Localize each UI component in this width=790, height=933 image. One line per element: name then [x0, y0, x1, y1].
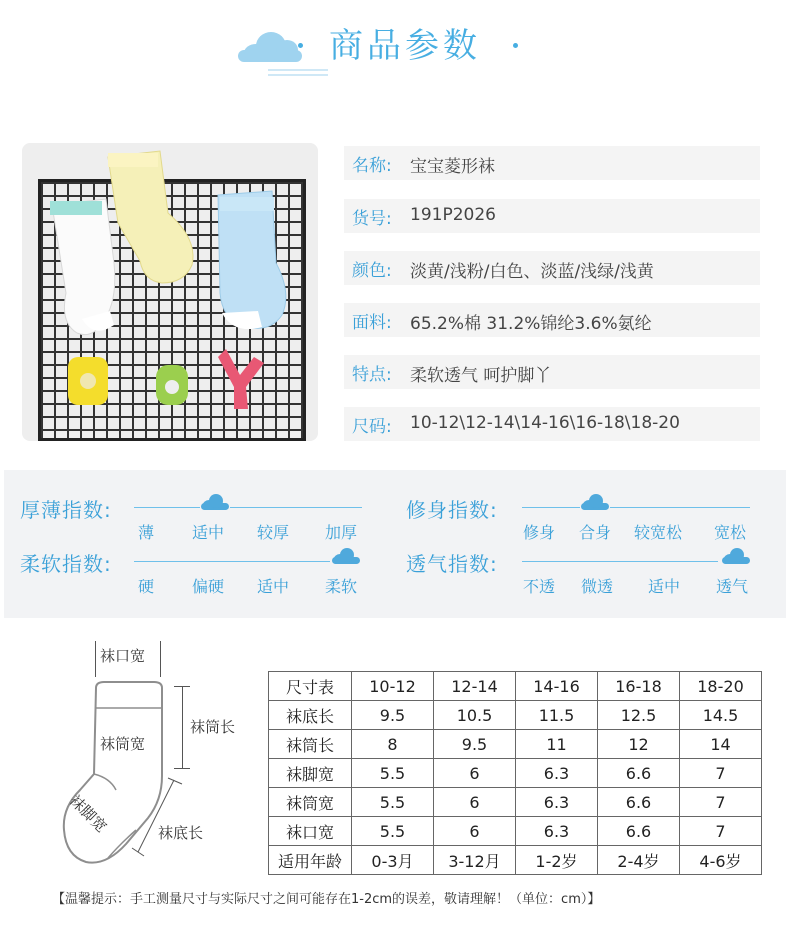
cloud-icon — [201, 494, 229, 510]
letter-y-pink — [218, 349, 264, 409]
index-option: 较厚 — [257, 523, 290, 542]
table-cell: 12-14 — [434, 672, 516, 701]
socks-illustration — [22, 143, 318, 441]
index-option: 较宽松 — [634, 523, 683, 542]
cloud-icon — [581, 494, 609, 510]
param-row-size — [344, 407, 760, 441]
param-label: 特点: — [352, 365, 392, 385]
table-row — [269, 759, 762, 788]
param-row-fabric — [344, 303, 760, 337]
table-cell: 6.3 — [516, 817, 598, 846]
index-label-thickness: 厚薄指数: — [20, 498, 112, 522]
index-option: 透气 — [716, 577, 749, 596]
index-option: 柔软 — [325, 577, 358, 596]
table-row — [269, 701, 762, 730]
table-cell: 11 — [516, 730, 598, 759]
table-cell: 5.5 — [352, 788, 434, 817]
param-row-color — [344, 251, 760, 285]
index-line — [134, 561, 330, 562]
index-line — [134, 507, 200, 508]
table-cell: 16-18 — [598, 672, 680, 701]
param-row-feature — [344, 355, 760, 389]
table-cell: 0-3月 — [352, 846, 434, 875]
table-cell: 7 — [680, 759, 762, 788]
cloud-icon — [238, 32, 304, 62]
index-option: 偏硬 — [192, 577, 225, 596]
dim-bar — [182, 686, 183, 768]
param-label: 名称: — [352, 156, 392, 176]
table-cell: 10-12 — [352, 672, 434, 701]
table-cell: 11.5 — [516, 701, 598, 730]
table-cell: 5.5 — [352, 759, 434, 788]
table-cell: 6.6 — [598, 817, 680, 846]
param-label: 尺码: — [352, 417, 392, 437]
table-cell: 6.6 — [598, 759, 680, 788]
table-cell: 6 — [434, 788, 516, 817]
letter-b-yellow-hole — [80, 373, 96, 389]
table-row — [269, 730, 762, 759]
blue-sock-label — [220, 197, 274, 211]
table-row — [269, 788, 762, 817]
index-option: 修身 — [523, 523, 556, 542]
title-dot-right — [513, 43, 518, 48]
index-option: 适中 — [648, 577, 681, 596]
param-row-sku — [344, 199, 760, 233]
yellow-sock-label — [108, 153, 158, 167]
dim-bar — [174, 768, 190, 769]
yellow-sock — [108, 151, 193, 283]
table-cell: 7 — [680, 817, 762, 846]
param-value: 10-12\12-14\14-16\16-18\18-20 — [410, 413, 680, 433]
table-cell: 14.5 — [680, 701, 762, 730]
param-value: 65.2%棉 31.2%锦纶3.6%氨纶 — [410, 314, 652, 334]
blue-sock — [218, 191, 286, 329]
index-option: 硬 — [138, 577, 155, 596]
index-label-breathability: 透气指数: — [406, 552, 498, 576]
param-value: 191P2026 — [410, 205, 496, 225]
index-option: 宽松 — [714, 523, 747, 542]
table-header-row — [269, 672, 762, 701]
diagram-label-tube-width: 袜筒宽 — [100, 735, 146, 753]
table-cell: 6 — [434, 759, 516, 788]
diagram-label-foot-width: 袜脚宽 — [65, 791, 111, 836]
table-cell: 5.5 — [352, 817, 434, 846]
index-option: 微透 — [581, 577, 614, 596]
table-cell: 9.5 — [352, 701, 434, 730]
param-label: 货号: — [352, 209, 392, 229]
table-cell: 尺寸表 — [269, 672, 352, 701]
white-sock-label — [50, 201, 102, 215]
index-line — [230, 507, 362, 508]
table-cell: 7 — [680, 788, 762, 817]
table-cell: 6.3 — [516, 788, 598, 817]
dim-bar — [160, 641, 161, 677]
decor-lines — [268, 66, 328, 79]
cloud-icon — [332, 548, 360, 564]
index-option: 不透 — [523, 577, 556, 596]
table-cell: 6.6 — [598, 788, 680, 817]
table-cell: 10.5 — [434, 701, 516, 730]
param-value: 淡黄/浅粉/白色、淡蓝/浅绿/浅黄 — [410, 262, 654, 282]
table-cell: 8 — [352, 730, 434, 759]
index-line — [610, 507, 750, 508]
index-option: 合身 — [579, 523, 612, 542]
product-photo — [22, 143, 318, 441]
table-cell: 袜筒宽 — [269, 788, 352, 817]
table-cell: 3-12月 — [434, 846, 516, 875]
cloud-icon — [722, 548, 750, 564]
table-cell: 14-16 — [516, 672, 598, 701]
dim-bar — [95, 641, 96, 677]
index-option: 适中 — [192, 523, 225, 542]
table-cell: 12 — [598, 730, 680, 759]
diagram-label-top-width: 袜口宽 — [100, 647, 146, 665]
param-label: 面料: — [352, 313, 392, 333]
table-cell: 适用年龄 — [269, 846, 352, 875]
table-cell: 6.3 — [516, 759, 598, 788]
index-line — [522, 507, 580, 508]
index-option: 薄 — [138, 523, 155, 542]
table-row — [269, 846, 762, 875]
sole-length-arrow — [130, 776, 210, 866]
diagram-label-sole-length: 袜底长 — [158, 824, 204, 842]
index-option: 适中 — [257, 577, 290, 596]
table-cell: 2-4岁 — [598, 846, 680, 875]
index-line — [522, 561, 718, 562]
param-value: 宝宝菱形袜 — [410, 157, 495, 177]
table-cell: 袜脚宽 — [269, 759, 352, 788]
table-cell: 12.5 — [598, 701, 680, 730]
table-cell: 袜筒长 — [269, 730, 352, 759]
table-cell: 18-20 — [680, 672, 762, 701]
index-option: 加厚 — [325, 523, 358, 542]
diagram-label-tube-length: 袜筒长 — [190, 718, 236, 736]
footnote: 【温馨提示：手工测量尺寸与实际尺寸之间可能存在1-2cm的误差，敬请理解！（单位：cm）】 — [52, 892, 601, 907]
table-row — [269, 817, 762, 846]
size-table — [268, 671, 762, 875]
table-cell: 1-2岁 — [516, 846, 598, 875]
page-title: 商品参数 — [329, 26, 481, 66]
table-cell: 14 — [680, 730, 762, 759]
param-value: 柔软透气 呵护脚丫 — [410, 366, 552, 386]
table-cell: 6 — [434, 817, 516, 846]
table-cell: 袜底长 — [269, 701, 352, 730]
section-header — [0, 0, 790, 80]
table-cell: 9.5 — [434, 730, 516, 759]
index-label-fit: 修身指数: — [406, 498, 498, 522]
table-cell: 4-6岁 — [680, 846, 762, 875]
index-label-softness: 柔软指数: — [20, 552, 112, 576]
param-row-name — [344, 146, 760, 180]
index-panel — [4, 470, 786, 618]
table-cell: 袜口宽 — [269, 817, 352, 846]
param-label: 颜色: — [352, 261, 392, 281]
